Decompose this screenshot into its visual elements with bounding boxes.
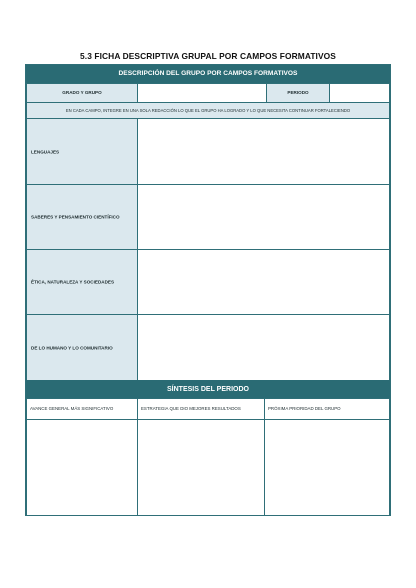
periodo-label: PERIODO bbox=[266, 83, 330, 103]
instruction-text: EN CADA CAMPO, INTEGRE EN UNA SOLA REDACCIÓN LO QUE EL GRUPO HA LOGRADO Y LO QUE NECESITA CONTINUAR FORTALECIENDO bbox=[26, 102, 390, 119]
grado-grupo-field[interactable] bbox=[137, 83, 267, 103]
sintesis-label-prioridad: PRÓXIMA PRIORIDAD DEL GRUPO bbox=[264, 398, 390, 420]
sintesis-field-estrategia[interactable] bbox=[137, 419, 265, 516]
section-header-descripcion: DESCRIPCIÓN DEL GRUPO POR CAMPOS FORMATIVOS bbox=[26, 65, 390, 83]
campo-label-text: LENGUAJES bbox=[31, 149, 60, 154]
campo-field-etica[interactable] bbox=[137, 249, 390, 315]
campo-field-saberes[interactable] bbox=[137, 184, 390, 250]
periodo-field[interactable] bbox=[329, 83, 390, 103]
campo-label-text: DE LO HUMANO Y LO COMUNITARIO bbox=[31, 345, 113, 350]
section-header-sintesis: SÍNTESIS DEL PERIODO bbox=[26, 380, 390, 399]
sintesis-field-prioridad[interactable] bbox=[264, 419, 390, 516]
campo-label-text: ÉTICA, NATURALEZA Y SOCIEDADES bbox=[31, 279, 115, 285]
page-title: 5.3 FICHA DESCRIPTIVA GRUPAL POR CAMPOS FORMATIVOS bbox=[80, 51, 336, 61]
campo-field-lenguajes[interactable] bbox=[137, 118, 390, 185]
campo-label-lenguajes bbox=[26, 118, 138, 185]
campo-label-text: SABERES Y PENSAMIENTO CIENTÍFICO bbox=[31, 214, 120, 220]
campo-label-humano bbox=[26, 314, 138, 381]
sintesis-label-avance: AVANCE GENERAL MÁS SIGNIFICATIVO bbox=[26, 398, 138, 420]
campo-field-humano[interactable] bbox=[137, 314, 390, 381]
form-sheet bbox=[25, 64, 391, 516]
campo-label-etica bbox=[26, 249, 138, 315]
sintesis-field-avance[interactable] bbox=[26, 419, 138, 516]
sintesis-label-estrategia: ESTRATEGIA QUE DIO MEJORES RESULTADOS bbox=[137, 398, 265, 420]
grado-grupo-label: GRADO Y GRUPO bbox=[26, 83, 138, 103]
campo-label-saberes bbox=[26, 184, 138, 250]
